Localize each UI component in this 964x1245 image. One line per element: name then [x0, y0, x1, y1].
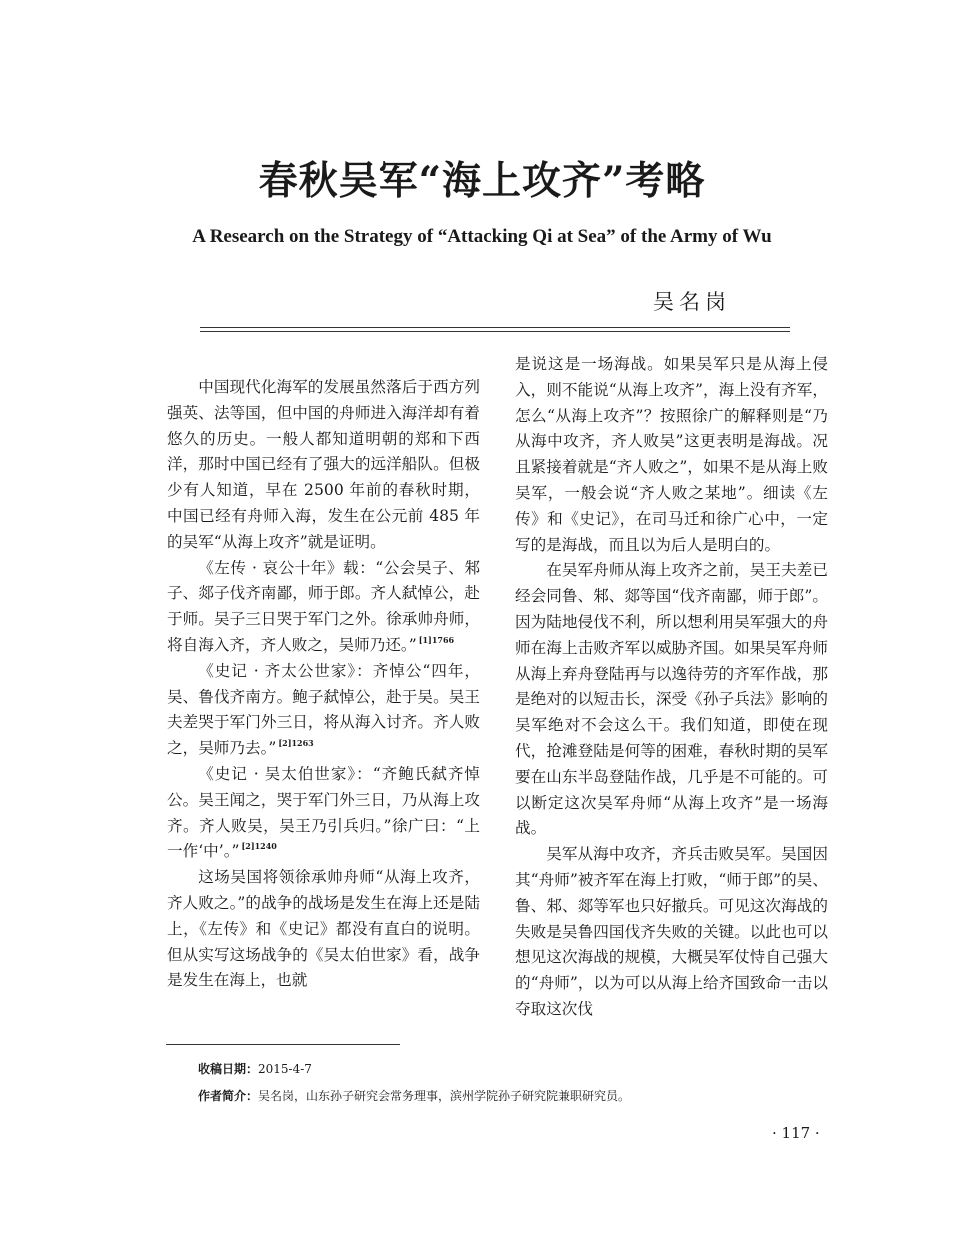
paragraph: [167, 556, 480, 659]
right-column: [515, 352, 828, 1023]
paragraph: 在吴军舟师从海上攻齐之前，吴王夫差已经会同鲁、邾、郯等国“伐齐南鄙，师于郎”。因为陆地侵伐不利，所以想利用吴军强大的舟师在海上击败齐军以威胁齐国。如果吴军舟师从海上弃舟登陆再与以逸待劳的齐军作战，那是绝对的以短击长，深受《孙子兵法》影响的吴军绝对不会这么干。我们知道，即使在现代，抢滩登陆是何等的困难，春秋时期的吴军要在山东半岛登陆作战，几乎是不可能的。可以断定这次吴军舟师“从海上攻齐”是一场海战。: [515, 561, 828, 838]
author-bio: [198, 1087, 630, 1104]
quote-text: 《史记 · 齐太公世家》：齐悼公“四年，吴、鲁伐齐南方。鲍子弑悼公，赴于吴。吴王夫差哭于军门外三日，将从海入讨齐。齐人败之，吴师乃去。”: [167, 661, 480, 758]
title-divider-bottom: [200, 331, 790, 332]
page-number: · 117 ·: [772, 1124, 820, 1142]
title-divider-top: [200, 327, 790, 328]
paragraph: 吴军从海中攻齐，齐兵击败吴军。吴国因其“舟师”被齐军在海上打败，“师于郎”的吴、鲁、邾、郯等军也只好撤兵。可见这次海战的失败是吴鲁四国伐齐失败的关键。以此也可以想见这次海战的规模，大概吴军仗恃自己强大的“舟师”，以为可以从海上给齐国致命一击以夺取这次伐: [515, 845, 828, 1018]
author-bio-value: 吴名岗，山东孙子研究会常务理事，滨州学院孙子研究院兼职研究员。: [258, 1089, 631, 1103]
citation-ref: [1]1766: [418, 634, 455, 645]
paragraph: 中国现代化海军的发展虽然落后于西方列强英、法等国，但中国的舟师进入海洋却有着悠久的历史。一般人都知道明朝的郑和下西洋，那时中国已经有了强大的远洋船队。但极少有人知道，早在 2500 年前的春秋时期，中国已经有舟师入海，发生在公元前 485 年的吴军“从海上攻齐”就是证明。: [167, 378, 480, 551]
paper-subtitle-english: A Research on the Strategy of “Attacking Qi at Sea” of the Army of Wu: [192, 226, 772, 247]
citation-ref: [2]1240: [241, 841, 277, 852]
author-name: 吴名岗: [653, 290, 731, 314]
received-date-value: 2015-4-7: [258, 1062, 312, 1076]
citation-ref: [2]1263: [278, 738, 314, 749]
received-date-label: 收稿日期：: [198, 1062, 259, 1076]
paragraph: [167, 659, 480, 762]
author-bio-label: 作者简介：: [198, 1089, 259, 1103]
paragraph: [167, 762, 480, 865]
quote-text: 《史记 · 吴太伯世家》：“齐鲍氏弑齐悼公。吴王闻之，哭于军门外三日，乃从海上攻齐。齐人败吴，吴王乃引兵归。”徐广曰：“上一作‘中’。”: [167, 764, 480, 861]
left-column: [167, 375, 480, 994]
paper-title: 春秋吴军“海上攻齐”考略: [258, 158, 706, 204]
paragraph: 这场吴国将领徐承帅舟师“从海上攻齐，齐人败之。”的战争的战场是发生在海上还是陆上，《左传》和《史记》都没有直白的说明。但从实写这场战争的《吴太伯世家》看，战争是发生在海上，也就: [167, 868, 480, 990]
quote-text: 《左传 · 哀公十年》载：“公会吴子、邾子、郯子伐齐南鄙，师于郎。齐人弑悼公，赴于师。吴子三日哭于军门之外。徐承帅舟师，将自海入齐，齐人败之，吴师乃还。”: [167, 558, 480, 654]
received-date: [198, 1060, 312, 1077]
paragraph-continued: 是说这是一场海战。如果吴军只是从海上侵入，则不能说“从海上攻齐”，海上没有齐军，怎么“从海上攻齐”？按照徐广的解释则是“乃从海中攻齐，齐人败吴”这更表明是海战。况且紧接着就是“齐人败之”，如果不是从海上败吴军，一般会说“齐人败之某地”。细读《左传》和《史记》，在司马迁和徐广心中，一定写的是海战，而且以为后人是明白的。: [515, 355, 828, 554]
footnote-divider: [166, 1044, 400, 1045]
